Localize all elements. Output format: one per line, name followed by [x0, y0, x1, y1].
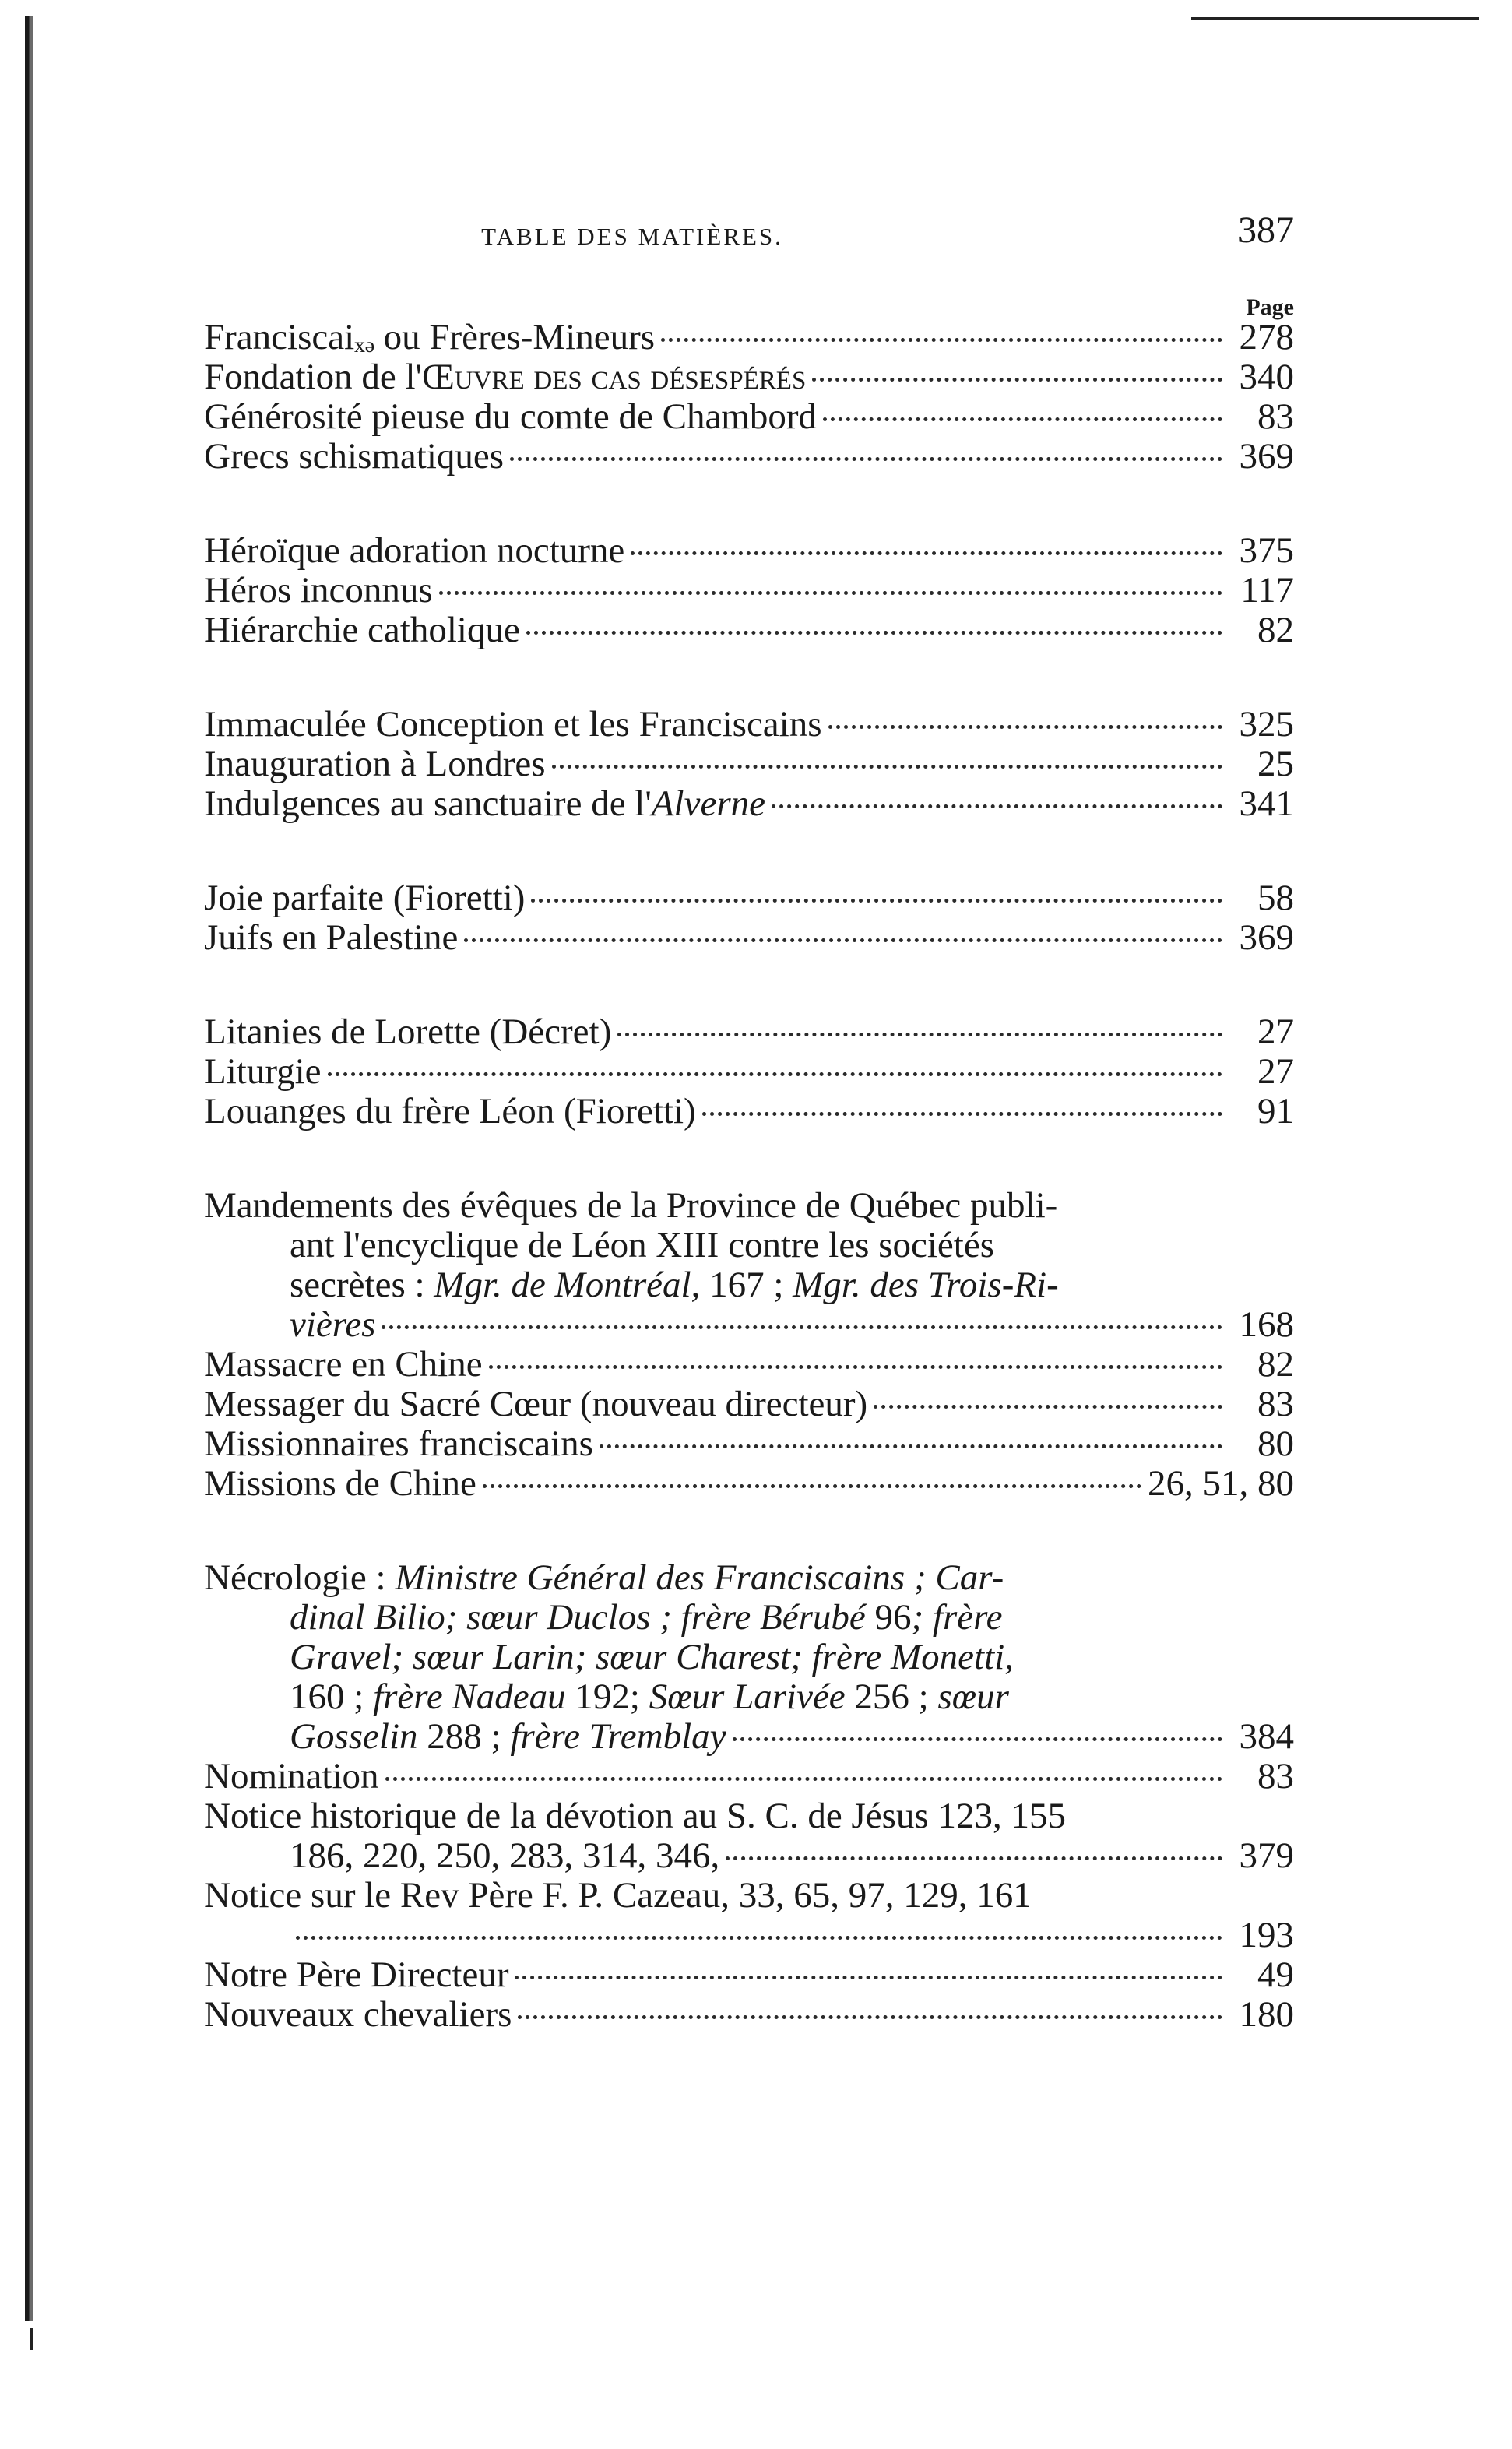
- entry-label: [204, 318, 655, 357]
- group-gap: [204, 477, 1294, 531]
- entry-text: Héros inconnus: [204, 570, 433, 610]
- entry-label: [290, 1265, 1059, 1305]
- dot-leader: [296, 1936, 1222, 1940]
- entry-text: Nouveaux chevaliers: [204, 1994, 512, 2035]
- index-entry: [204, 531, 1294, 571]
- entry-text: Joie parfaite (Fioretti): [204, 878, 526, 918]
- running-header: [204, 209, 1294, 255]
- entry-text: ; frère: [911, 1597, 1003, 1638]
- entry-label: [204, 784, 765, 824]
- index-entry: [204, 1424, 1294, 1464]
- entry-continuation-line: [204, 1717, 1294, 1757]
- dot-leader: [823, 417, 1222, 421]
- entry-label: [204, 1385, 867, 1424]
- index-entry: [204, 744, 1294, 784]
- index-entry: [204, 1796, 1294, 1836]
- index-entry: [204, 397, 1294, 437]
- entry-text: Sœur Larivée: [649, 1677, 846, 1717]
- entry-text: Fondation de l': [204, 357, 423, 397]
- entry-text: Mgr. de Montréal,: [434, 1265, 701, 1305]
- dot-leader: [828, 725, 1222, 729]
- entry-page-number: 341: [1239, 783, 1294, 824]
- entry-label: [204, 878, 525, 918]
- entry-text: Mandements des évêques de la Province de Québec publi-: [204, 1185, 1058, 1226]
- binding-edge-mark: [30, 2328, 33, 2350]
- entry-text: frère Tremblay: [510, 1716, 726, 1757]
- dot-leader: [552, 765, 1222, 769]
- entry-text: Juifs en Palestine: [204, 917, 459, 958]
- group-gap: [204, 1131, 1294, 1186]
- entry-label: [204, 1995, 512, 2035]
- entry-label: [204, 918, 458, 958]
- entry-label: [204, 357, 806, 397]
- entry-label: [290, 1598, 1003, 1638]
- entry-continuation-line: [204, 1265, 1294, 1305]
- page-column-label: Page: [1246, 294, 1294, 320]
- index-entry: [204, 1012, 1294, 1052]
- index-entry: [204, 1876, 1294, 1916]
- index-entry: [204, 705, 1294, 744]
- entry-text: Franciscaiₓₔ ou Frères-Mineurs: [204, 317, 656, 357]
- entry-text: Héroïque adoration nocturne: [204, 530, 625, 571]
- entry-label: [204, 744, 546, 784]
- entry-text: Messager du Sacré Cœur (nouveau directeur): [204, 1384, 868, 1424]
- entry-page-number: 58: [1257, 878, 1294, 918]
- index-entry: [204, 1955, 1294, 1995]
- group-gap: [204, 958, 1294, 1012]
- entry-text: 96: [865, 1597, 912, 1638]
- entry-text: Notice historique de la dévotion au S. C. de Jésus 123, 155: [204, 1796, 1066, 1836]
- index-entry: [204, 1385, 1294, 1424]
- page-number: 387: [1238, 209, 1294, 251]
- entry-page-number: 25: [1257, 744, 1294, 784]
- top-rule: [1191, 17, 1479, 20]
- group-gap: [204, 650, 1294, 705]
- dot-leader: [510, 457, 1222, 461]
- index-entry: [204, 318, 1294, 357]
- entry-label: [204, 1052, 322, 1092]
- entry-label: [204, 1757, 379, 1796]
- entry-text: 167 ;: [700, 1265, 793, 1305]
- entry-text: Gravel; sœur Larin; sœur Charest; frère Monetti,: [290, 1637, 1014, 1677]
- entry-label: [204, 705, 822, 744]
- entry-label: [204, 1464, 476, 1504]
- entry-text: 192;: [565, 1677, 649, 1717]
- entry-continuation-line: [204, 1226, 1294, 1265]
- entry-page-number: 379: [1239, 1835, 1294, 1876]
- index-entry: [204, 1186, 1294, 1226]
- entry-label: [290, 1638, 1014, 1677]
- entry-label: [204, 1955, 508, 1995]
- dot-leader: [518, 2015, 1222, 2019]
- dot-leader: [464, 938, 1222, 942]
- dot-leader: [515, 1976, 1222, 1979]
- index-entry: [204, 918, 1294, 958]
- dot-leader: [385, 1777, 1222, 1781]
- entry-page-number: 369: [1239, 436, 1294, 477]
- entry-label: [290, 1305, 375, 1345]
- entry-page-number: 91: [1257, 1091, 1294, 1131]
- index-entry: [204, 610, 1294, 650]
- entry-page-number: 168: [1239, 1304, 1294, 1345]
- entry-text: Notice sur le Rev Père F. P. Cazeau, 33, 65, 97, 129, 161: [204, 1875, 1032, 1916]
- index-entries: [204, 318, 1294, 2035]
- entry-continuation-line: [204, 1677, 1294, 1717]
- entry-label: [204, 571, 433, 610]
- entry-text: Inauguration à Londres: [204, 744, 546, 784]
- entry-text: Gosselin: [290, 1716, 418, 1757]
- entry-page-number: 369: [1239, 917, 1294, 958]
- entry-text: sœur: [937, 1677, 1009, 1717]
- entry-label: [204, 1558, 1004, 1598]
- entry-page-number: 27: [1257, 1012, 1294, 1052]
- entry-text: secrètes :: [290, 1265, 434, 1305]
- entry-text: 186, 220, 250, 283, 314, 346,: [290, 1835, 720, 1876]
- entry-page-number: 384: [1239, 1716, 1294, 1757]
- entry-text: 160 ;: [290, 1677, 374, 1717]
- binding-edge: [25, 16, 33, 2321]
- entry-label: [204, 437, 504, 477]
- dot-leader: [702, 1112, 1222, 1116]
- entry-text: Générosité pieuse du comte de Chambord: [204, 396, 818, 437]
- index-entry: [204, 1558, 1294, 1598]
- entry-text: ant l'encyclique de Léon XIII contre les sociétés: [290, 1225, 995, 1265]
- group-gap: [204, 1504, 1294, 1558]
- entry-text: vières: [290, 1304, 376, 1345]
- entry-text: Indulgences au sanctuaire de l': [204, 783, 652, 824]
- entry-page-number: 26, 51, 80: [1148, 1463, 1294, 1504]
- entry-label: [204, 1012, 611, 1052]
- entry-label: [204, 1876, 1032, 1916]
- entry-text: Massacre en Chine: [204, 1344, 483, 1385]
- entry-text: 288 ;: [417, 1716, 511, 1757]
- entry-page-number: 375: [1239, 530, 1294, 571]
- entry-page-number: 278: [1239, 317, 1294, 357]
- entry-page-number: 80: [1257, 1423, 1294, 1464]
- entry-label: [204, 1186, 1057, 1226]
- entry-label: [290, 1677, 1009, 1717]
- entry-text: Grecs schismatiques: [204, 436, 505, 477]
- entry-label: [204, 610, 520, 650]
- index-entry: [204, 1995, 1294, 2035]
- dot-leader: [483, 1484, 1141, 1488]
- index-entry: [204, 357, 1294, 397]
- entry-label: [204, 397, 817, 437]
- entry-text: dinal Bilio; sœur Duclos ; frère Bérubé: [290, 1597, 866, 1638]
- entry-text: Mgr. des Trois-Ri-: [793, 1265, 1059, 1305]
- dot-leader: [733, 1737, 1223, 1741]
- entry-text: Ministre Général des Franciscains ; Car-: [395, 1557, 1004, 1598]
- entry-label: [204, 1345, 483, 1385]
- entry-page-number: 83: [1257, 1756, 1294, 1796]
- entry-page-number: 340: [1239, 357, 1294, 397]
- entry-text: Hiérarchie catholique: [204, 610, 520, 650]
- entry-continuation-line: [204, 1598, 1294, 1638]
- entry-text: Litanies de Lorette (Décret): [204, 1012, 612, 1052]
- entry-text: Missions de Chine: [204, 1463, 476, 1504]
- entry-page-number: 117: [1240, 570, 1294, 610]
- index-entry: [204, 1092, 1294, 1131]
- entry-label: [290, 1836, 719, 1876]
- entry-continuation-line: [204, 1638, 1294, 1677]
- group-gap: [204, 824, 1294, 878]
- dot-leader: [772, 804, 1222, 808]
- dot-leader: [526, 631, 1222, 635]
- dot-leader: [328, 1072, 1222, 1076]
- dot-leader: [382, 1325, 1222, 1329]
- index-entry: [204, 1052, 1294, 1092]
- dot-leader: [531, 899, 1222, 903]
- dot-leader: [617, 1033, 1222, 1036]
- dot-leader: [489, 1365, 1222, 1369]
- index-entry: [204, 437, 1294, 477]
- entry-continuation-line: [204, 1836, 1294, 1876]
- entry-page-number: 193: [1239, 1915, 1294, 1955]
- dot-leader: [439, 591, 1222, 595]
- index-entry: [204, 571, 1294, 610]
- entry-text: Immaculée Conception et les Franciscains: [204, 704, 822, 744]
- entry-text: Nécrologie :: [204, 1557, 396, 1598]
- dot-leader: [726, 1856, 1222, 1860]
- entry-text: Notre Père Directeur: [204, 1955, 509, 1995]
- index-entry: [204, 1345, 1294, 1385]
- entry-label: [204, 1796, 1066, 1836]
- entry-page-number: 49: [1257, 1955, 1294, 1995]
- entry-continuation-line: [204, 1916, 1294, 1955]
- entry-page-number: 180: [1239, 1994, 1294, 2035]
- dot-leader: [874, 1405, 1222, 1409]
- entry-text: Missionnaires franciscains: [204, 1423, 593, 1464]
- index-entry: [204, 1757, 1294, 1796]
- dot-leader: [661, 338, 1222, 342]
- entry-text: Liturgie: [204, 1051, 322, 1092]
- entry-text: Nomination: [204, 1756, 379, 1796]
- entry-page-number: 82: [1257, 1344, 1294, 1385]
- entry-label: [204, 531, 624, 571]
- entry-page-number: 325: [1239, 704, 1294, 744]
- index-entry: [204, 878, 1294, 918]
- entry-text: 256 ;: [845, 1677, 938, 1717]
- entry-continuation-line: [204, 1305, 1294, 1345]
- dot-leader: [600, 1444, 1222, 1448]
- running-title: TABLE DES MATIÈRES.: [481, 223, 783, 250]
- entry-page-number: 82: [1257, 610, 1294, 650]
- entry-label: [290, 1717, 726, 1757]
- entry-text: Louanges du frère Léon (Fioretti): [204, 1091, 696, 1131]
- dot-leader: [631, 551, 1222, 555]
- entry-text: Alverne: [651, 783, 765, 824]
- entry-label: [290, 1226, 994, 1265]
- entry-page-number: 83: [1257, 396, 1294, 437]
- entry-text: Œuvre des cas désespérés: [422, 357, 807, 397]
- entry-label: [204, 1092, 696, 1131]
- entry-page-number: 83: [1257, 1384, 1294, 1424]
- entry-text: frère Nadeau: [373, 1677, 566, 1717]
- index-entry: [204, 784, 1294, 824]
- dot-leader: [812, 378, 1222, 382]
- index-entry: [204, 1464, 1294, 1504]
- entry-page-number: 27: [1257, 1051, 1294, 1092]
- entry-label: [204, 1424, 593, 1464]
